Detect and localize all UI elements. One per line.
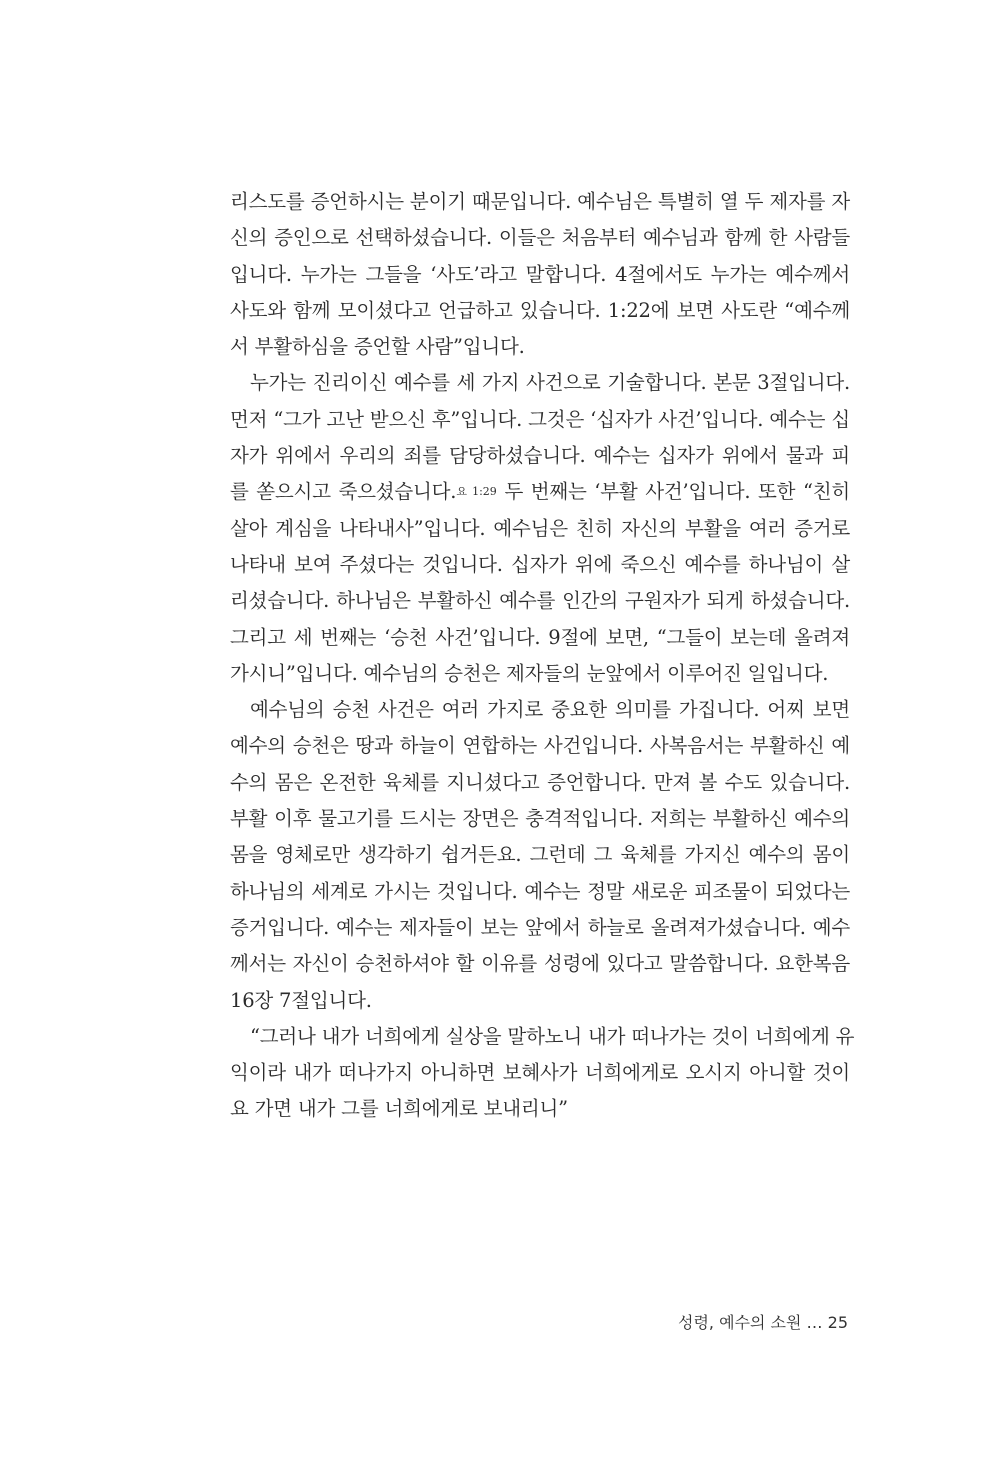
text-line: 예수님의 승천 사건은 여러 가지로 중요한 의미를 가집니다. 어찌 보면 [250,698,850,722]
text-line: 리셨습니다. 하나님은 부활하신 예수를 인간의 구원자가 되게 하셨습니다. [230,589,850,613]
text-line: 16장 7절입니다. [230,988,372,1012]
text-line: 께서는 자신이 승천하셔야 할 이유를 성령에 있다고 말씀합니다. 요한복음 [230,952,850,976]
text-line: 리스도를 증언하시는 분이기 때문입니다. 예수님은 특별히 열 두 제자를 자 [230,190,850,213]
text-line: 살아 계심을 나타내사”입니다. 예수님은 친히 자신의 부활을 여러 증거로 [230,516,850,540]
text-segment: 두 번째는 ‘부활 사건’입니다. 또한 “친히 [504,480,851,504]
text-line: 가시니”입니다. 예수님의 승천은 제자들의 눈앞에서 이루어진 일입니다. [230,661,829,685]
text-line: 입니다. 누가는 그들을 ‘사도’라고 말합니다. 4절에서도 누가는 예수께서 [230,262,850,286]
quote-line: 요 가면 내가 그를 너희에게로 보내리니” [230,1097,568,1121]
text-segment: 를 쏟으시고 죽으셨습니다. [230,480,457,504]
text-line: 사도와 함께 모이셨다고 언급하고 있습니다. 1:22에 보면 사도란 “예수께 [230,298,850,322]
text-line: 그리고 세 번째는 ‘승천 사건’입니다. 9절에 보면, “그들이 보는데 올려져 [230,625,850,649]
text-line: 수의 몸은 온전한 육체를 지니셨다고 증언합니다. 만져 볼 수도 있습니다. [230,770,850,794]
body-text [230,184,855,1128]
text-line: 나타내 보여 주셨다는 것입니다. 십자가 위에 죽으신 예수를 하나님이 살 [230,552,850,576]
text-line: 부활 이후 물고기를 드시는 장면은 충격적입니다. 저희는 부활하신 예수의 [230,807,850,831]
quote-line: 익이라 내가 떠나가지 아니하면 보혜사가 너희에게로 오시지 아니할 것이 [230,1061,850,1085]
scripture-reference: 요 1:29 [456,485,497,499]
text-line: 서 부활하심을 증언할 사람”입니다. [230,335,525,359]
text-line: 자가 위에서 우리의 죄를 담당하셨습니다. 예수는 십자가 위에서 물과 피 [230,444,850,468]
text-line-with-reference [230,474,850,510]
text-line: 먼저 “그가 고난 받으신 후”입니다. 그것은 ‘십자가 사건’입니다. 예수는 십 [230,407,850,431]
text-line: 몸을 영체로만 생각하기 쉽거든요. 그런데 그 육체를 가지신 예수의 몸이 [230,843,850,867]
text-line: 예수의 승천은 땅과 하늘이 연합하는 사건입니다. 사복음서는 부활하신 예 [230,734,850,758]
running-footer: 성령, 예수의 소원 … 25 [678,1313,848,1332]
text-line: 증거입니다. 예수는 제자들이 보는 앞에서 하늘로 올려져가셨습니다. 예수 [230,915,850,939]
text-line: 신의 증인으로 선택하셨습니다. 이들은 처음부터 예수님과 함께 한 사람들 [230,226,850,250]
text-line: 하나님의 세계로 가시는 것입니다. 예수는 정말 새로운 피조물이 되었다는 [230,879,850,903]
text-line: 누가는 진리이신 예수를 세 가지 사건으로 기술합니다. 본문 3절입니다. [250,371,850,395]
quote-line: “그러나 내가 너희에게 실상을 말하노니 내가 떠나가는 것이 너희에게 유 [250,1024,855,1048]
